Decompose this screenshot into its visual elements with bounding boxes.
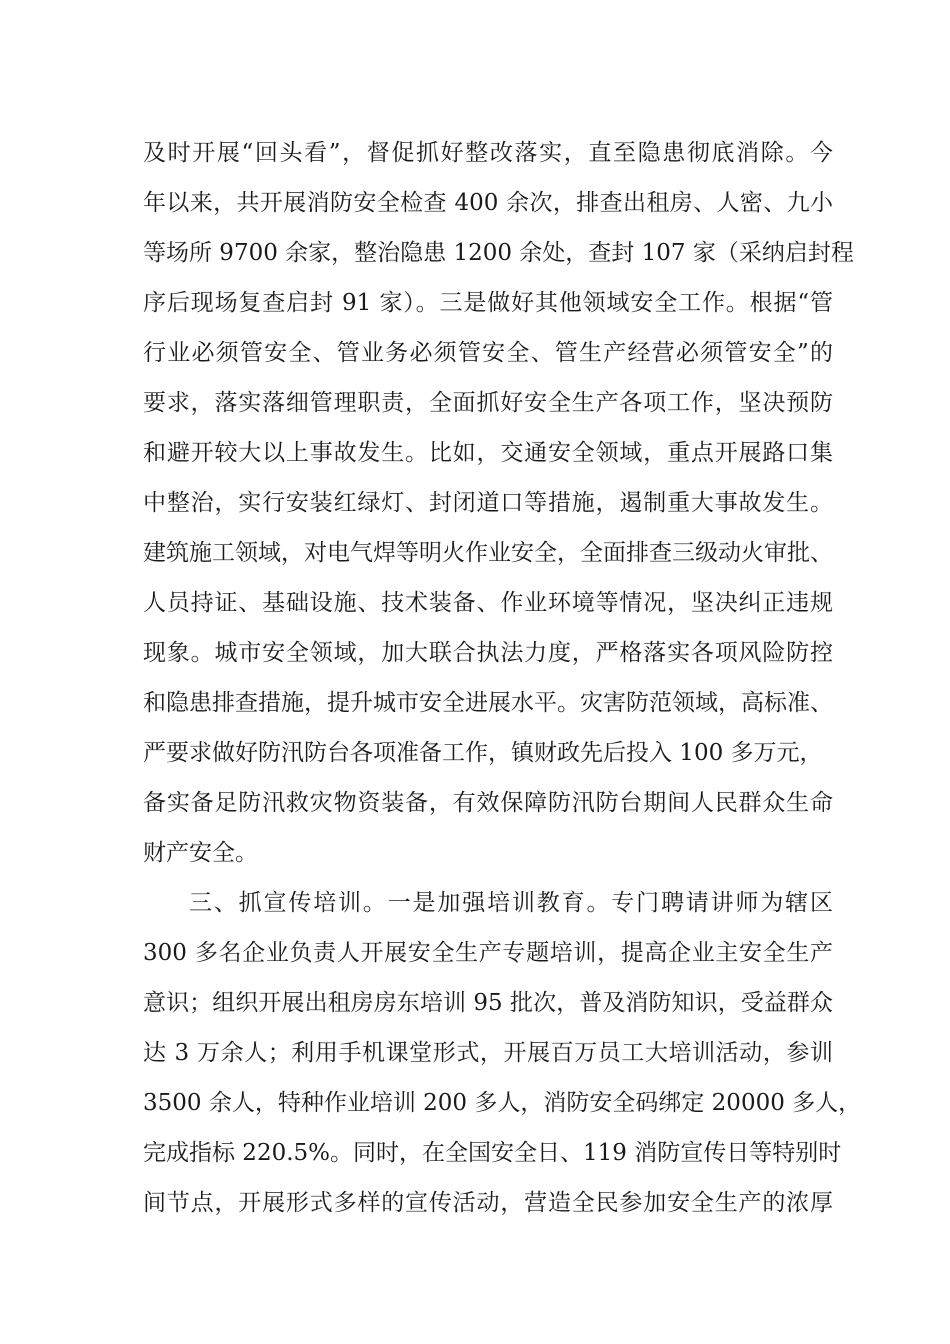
text-line: 等场所 9700 余家，整治隐患 1200 余处，查封 107 家（采纳启封程 xyxy=(143,240,854,266)
text-line: 和避开较大以上事故发生。比如，交通安全领域，重点开展路口集 xyxy=(143,440,833,466)
text-line: 序后现场复查启封 91 家）。三是做好其他领域安全工作。根据“管 xyxy=(143,290,833,316)
text-line: 行业必须管安全、管业务必须管安全、管生产经营必须管安全”的 xyxy=(143,340,833,366)
text-line: 年以来，共开展消防安全检查 400 余次，排查出租房、人密、九小 xyxy=(143,190,833,216)
text-line: 完成指标 220.5%。同时，在全国安全日、119 消防宣传日等特别时 xyxy=(143,1140,842,1166)
text-line: 要求，落实落细管理职责，全面抓好安全生产各项工作，坚决预防 xyxy=(143,390,833,416)
text-line: 现象。城市安全领域，加大联合执法力度，严格落实各项风险防控 xyxy=(143,640,833,666)
text-line: 人员持证、基础设施、技术装备、作业环境等情况，坚决纠正违规 xyxy=(143,590,833,616)
text-line: 建筑施工领域，对电气焊等明火作业安全，全面排查三级动火审批、 xyxy=(143,540,833,566)
text-line: 达 3 万余人；利用手机课堂形式，开展百万员工大培训活动，参训 xyxy=(143,1040,833,1066)
text-line: 意识；组织开展出租房房东培训 95 批次，普及消防知识，受益群众 xyxy=(143,990,833,1016)
text-line: 严要求做好防汛防台各项准备工作，镇财政先后投入 100 多万元， xyxy=(143,740,823,766)
text-line: 财产安全。 xyxy=(143,840,258,866)
text-line: 间节点，开展形式多样的宣传活动，营造全民参加安全生产的浓厚 xyxy=(143,1190,833,1216)
text-line: 3500 余人，特种作业培训 200 多人，消防安全码绑定 20000 多人， xyxy=(143,1090,862,1116)
text-line: 及时开展“回头看”，督促抓好整改落实，直至隐患彻底消除。今 xyxy=(143,140,833,166)
text-line: 300 多名企业负责人开展安全生产专题培训，提高企业主安全生产 xyxy=(143,940,833,966)
text-line: 备实备足防汛救灾物资装备，有效保障防汛防台期间人民群众生命 xyxy=(143,790,833,816)
text-line: 和隐患排查措施，提升城市安全进展水平。灾害防范领域，高标准、 xyxy=(143,690,833,716)
section-heading-line: 三、抓宣传培训。一是加强培训教育。专门聘请讲师为辖区 xyxy=(189,890,833,916)
text-line: 中整治，实行安装红绿灯、封闭道口等措施，遏制重大事故发生。 xyxy=(143,490,833,516)
